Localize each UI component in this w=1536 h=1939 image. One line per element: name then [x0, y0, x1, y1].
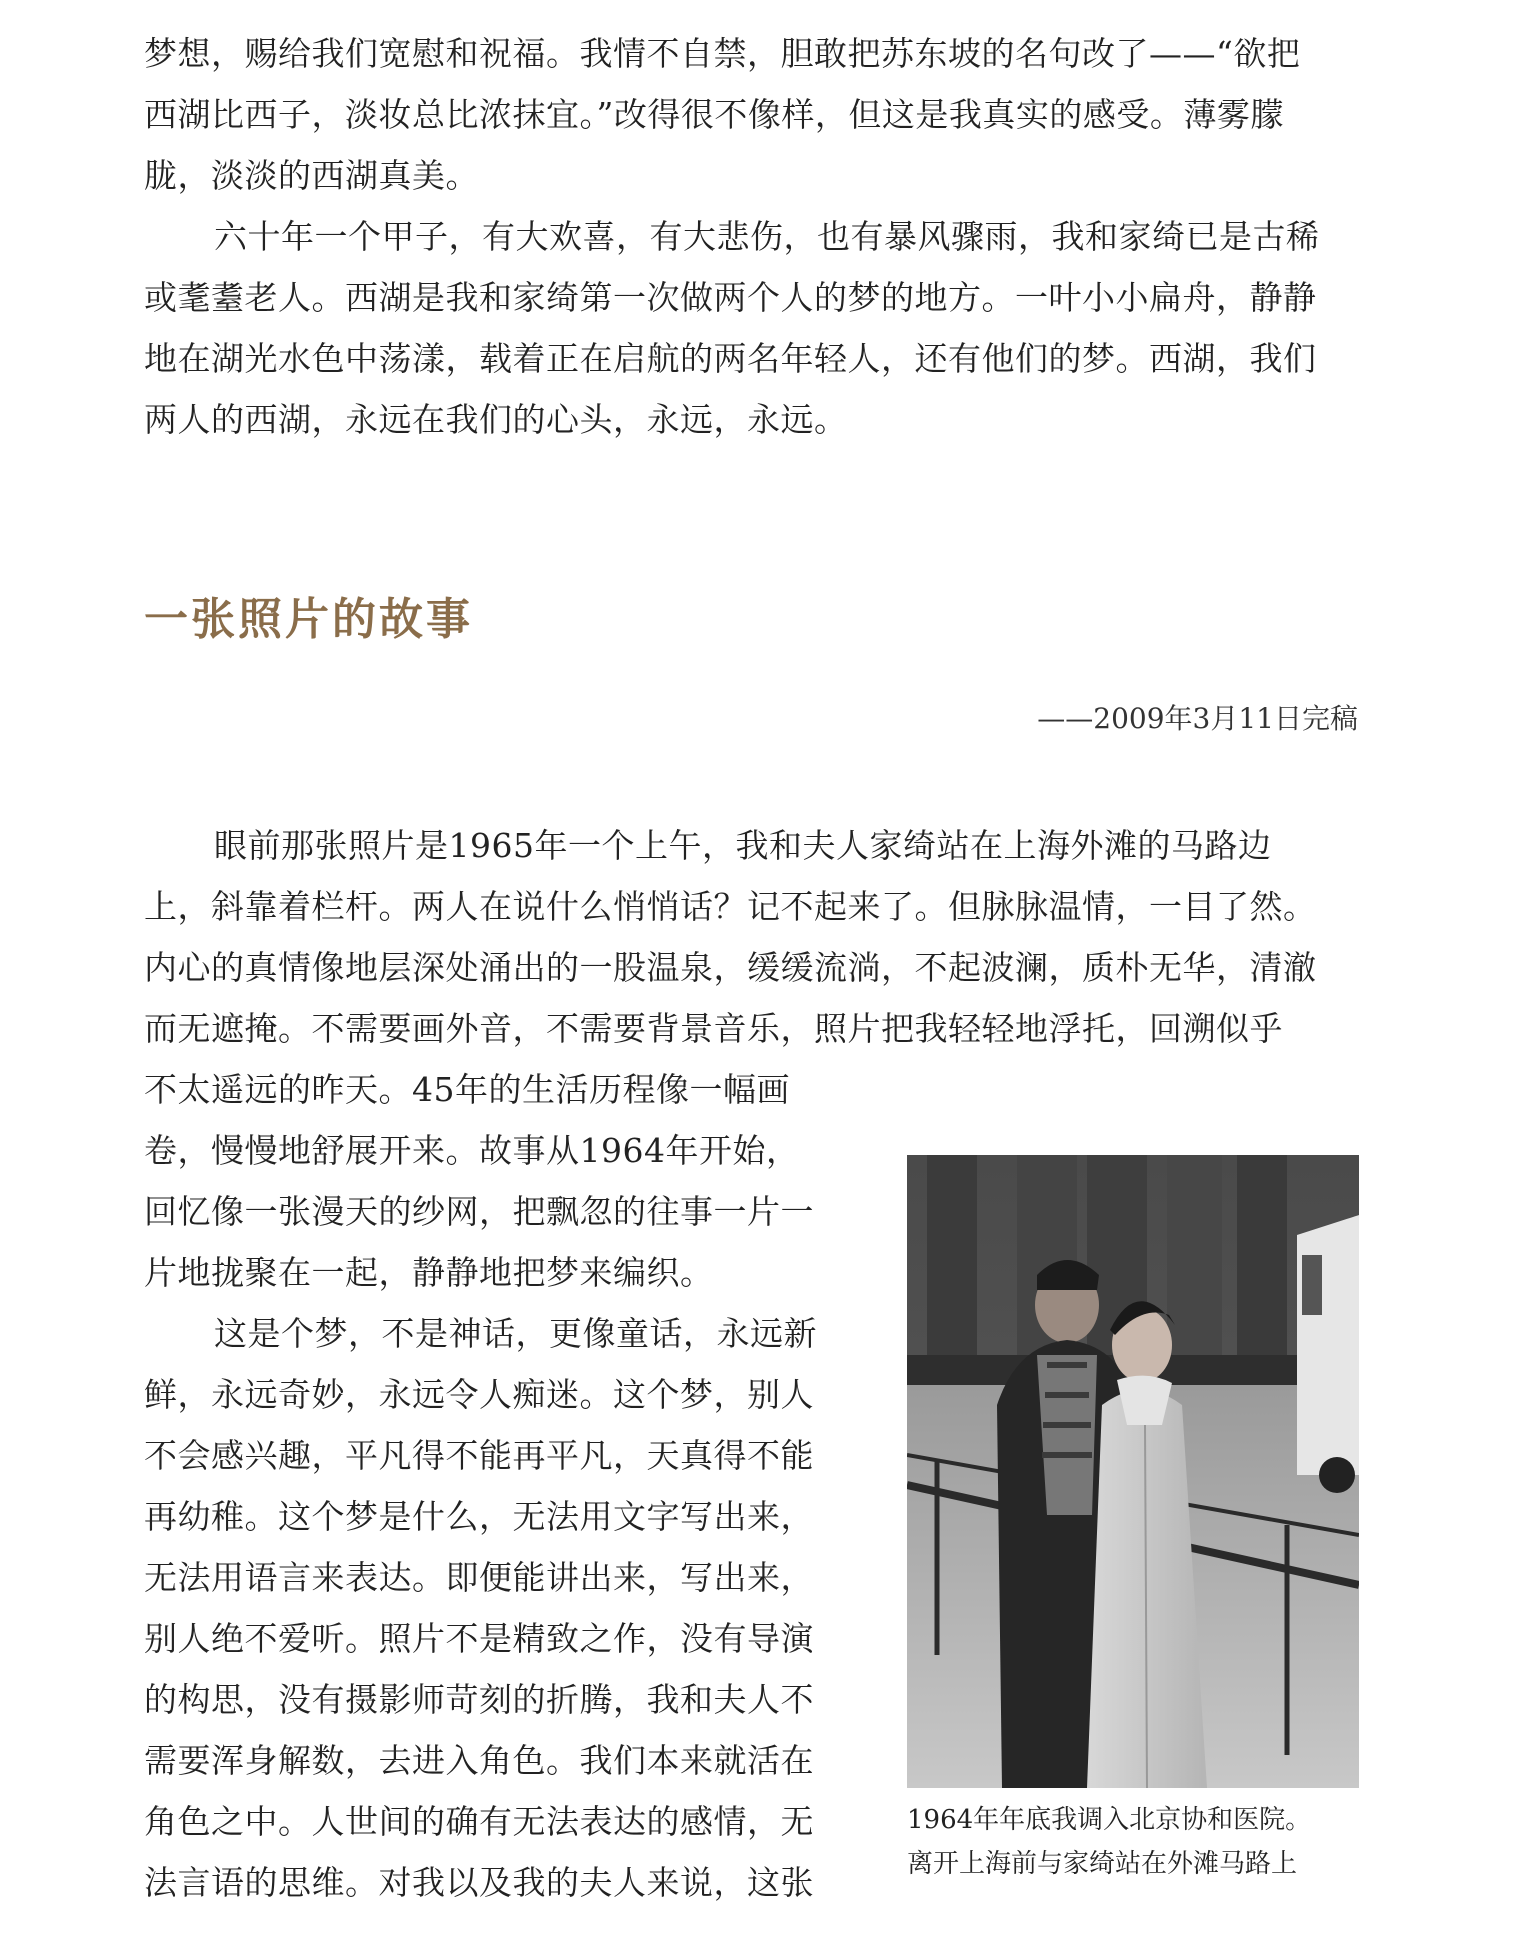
paragraph-dream — [144, 1303, 844, 1913]
chapter-title: 一张照片的故事 — [144, 594, 473, 645]
text-line: 两人的西湖，永远在我们的心头，永远，永远。 — [144, 400, 848, 439]
photo-illustration — [907, 1155, 1359, 1788]
text-line: 或耄耋老人。西湖是我和家绮第一次做两个人的梦的地方。一叶小小扁舟，静静 — [144, 278, 1317, 317]
historic-photo — [907, 1155, 1359, 1788]
caption-line: 1964年年底我调入北京协和医院。 — [907, 1805, 1312, 1835]
photo-caption — [907, 1798, 1367, 1886]
text-line: 地在湖光水色中荡漾，载着正在启航的两名年轻人，还有他们的梦。西湖，我们 — [144, 339, 1317, 378]
caption-line: 离开上海前与家绮站在外滩马路上 — [907, 1849, 1298, 1879]
text-line: 的构思，没有摄影师苛刻的折腾，我和夫人不 — [144, 1680, 814, 1719]
text-line: 内心的真情像地层深处涌出的一股温泉，缓缓流淌，不起波澜，质朴无华，清澈 — [144, 948, 1317, 987]
text-line: 无法用语言来表达。即便能讲出来，写出来， — [144, 1558, 814, 1597]
text-line: 鲜，永远奇妙，永远令人痴迷。这个梦，别人 — [144, 1375, 814, 1414]
paragraph-photo-intro-continued — [144, 1059, 844, 1303]
text-line: 不太遥远的昨天。45年的生活历程像一幅画 — [144, 1070, 790, 1109]
text-line: 法言语的思维。对我以及我的夫人来说，这张 — [144, 1863, 814, 1902]
text-line: 六十年一个甲子，有大欢喜，有大悲伤，也有暴风骤雨，我和家绮已是古稀 — [214, 217, 1320, 256]
text-line: 角色之中。人世间的确有无法表达的感情，无 — [144, 1802, 814, 1841]
text-line: 而无遮掩。不需要画外音，不需要背景音乐，照片把我轻轻地浮托，回溯似乎 — [144, 1009, 1283, 1048]
paragraph-west-lake-2 — [144, 206, 1359, 450]
text-line: 卷，慢慢地舒展开来。故事从1964年开始， — [144, 1131, 800, 1170]
text-line: 这是个梦，不是神话，更像童话，永远新 — [214, 1314, 817, 1353]
text-line: 梦想，赐给我们宽慰和祝福。我情不自禁，胆敢把苏东坡的名句改了——“欲把 — [144, 34, 1301, 73]
paragraph-photo-intro — [144, 815, 1359, 1059]
text-line: 眼前那张照片是1965年一个上午，我和夫人家绮站在上海外滩的马路边 — [214, 826, 1272, 865]
text-line: 不会感兴趣，平凡得不能再平凡，天真得不能 — [144, 1436, 814, 1475]
text-line: 片地拢聚在一起，静静地把梦来编织。 — [144, 1253, 714, 1292]
text-line: 再幼稚。这个梦是什么，无法用文字写出来， — [144, 1497, 814, 1536]
text-line: 胧，淡淡的西湖真美。 — [144, 156, 479, 195]
text-line: 西湖比西子，淡妆总比浓抹宜。”改得很不像样，但这是我真实的感受。薄雾朦 — [144, 95, 1284, 134]
text-line: 别人绝不爱听。照片不是精致之作，没有导演 — [144, 1619, 814, 1658]
completion-dateline: ——2009年3月11日完稿 — [1037, 702, 1358, 735]
text-line: 上，斜靠着栏杆。两人在说什么悄悄话？记不起来了。但脉脉温情，一目了然。 — [144, 887, 1317, 926]
text-line: 回忆像一张漫天的纱网，把飘忽的往事一片一 — [144, 1192, 814, 1231]
text-line: 需要浑身解数，去进入角色。我们本来就活在 — [144, 1741, 814, 1780]
paragraph-west-lake-1 — [144, 23, 1359, 206]
